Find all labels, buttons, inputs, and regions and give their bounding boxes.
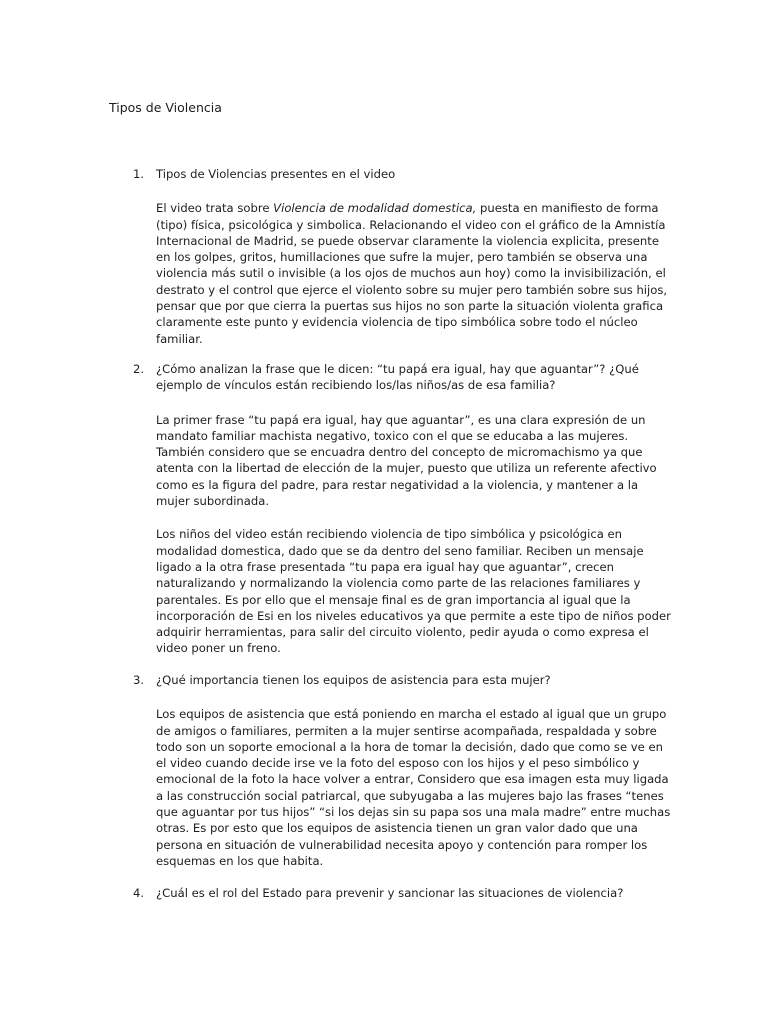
answer-paragraph: La primer frase “tu papá era igual, hay que aguantar”, es una clara expresión de un mandato familiar machista negativo, toxico con el que se educaba a las mujeres. También considero que se encuadra dentro del concepto de micromachismo ya que atenta con la libertad de elección de la mujer, puesto que utiliza un referente afectivo como es la figura del padre, para restar negatividad a la violencia, y mantener a la mujer subordinada. bbox=[156, 412, 657, 509]
question-text: ¿Cuál es el rol del Estado para prevenir y sancionar las situaciones de violencia? bbox=[156, 886, 624, 900]
answer-text: puesta en manifiesto de forma (tipo) física, psicológica y simbolica. Relacionando el video con el gráfico de la Amnistía Internacional de Madrid, se puede observar claramente la violencia explicita, presente en los golpes, gritos, humillaciones que sufre la mujer, pero también se observa una violencia más sutil o invisible (a los ojos de muchos aun hoy) como la invisibilización, el destrato y el control que ejerce el violento sobre su mujer pero también sobre sus hijos, pensar que por que cierra la puertas sus hijos no son parte la situación violenta grafica claramente este punto y evidencia violencia de tipo simbólica sobre todo el núcleo familiar. bbox=[156, 201, 668, 346]
answer-emphasis: Violencia de modalidad domestica, bbox=[273, 201, 477, 216]
answer-text: El video trata sobre bbox=[156, 201, 274, 216]
section-4 bbox=[133, 885, 673, 901]
question-number: 4. bbox=[133, 886, 145, 900]
answer-paragraph bbox=[156, 200, 673, 347]
section-2 bbox=[133, 361, 673, 657]
question-number: 1. bbox=[133, 167, 145, 181]
question-number: 2. bbox=[133, 362, 145, 376]
question-text: Tipos de Violencias presentes en el video bbox=[156, 167, 396, 181]
answer-paragraph: Los niños del video están recibiendo violencia de tipo simbólica y psicológica en modalidad domestica, dado que se da dentro del seno familiar. Reciben un mensaje ligado a la otra frase presentada “tu papa era igual hay que aguantar”, crecen naturalizando y normalizando la violencia como parte de las relaciones familiares y parentales. Es por ello que el mensaje final es de gran importancia al igual que la incorporación de Esi en los niveles educativos ya que permite a este tipo de niños poder adquirir herramientas, para salir del circuito violento, pedir ayuda o como expresa el video poner un freno. bbox=[156, 527, 671, 656]
section-3 bbox=[133, 672, 673, 869]
question-number: 3. bbox=[133, 673, 145, 687]
section-1 bbox=[133, 166, 673, 347]
document-title: Tipos de Violencia bbox=[109, 100, 222, 115]
question-text: ¿Cómo analizan la frase que le dicen: “tu papá era igual, hay que aguantar”? ¿Qué ejemplo de vínculos están recibiendo los/las niños/as de esa familia? bbox=[156, 362, 639, 393]
question-text: ¿Qué importancia tienen los equipos de asistencia para esta mujer? bbox=[156, 673, 551, 687]
answer-paragraph: Los equipos de asistencia que está poniendo en marcha el estado al igual que un grupo de amigos o familiares, permiten a la mujer sentirse acompañada, respaldada y sobre todo son un soporte emocional a la hora de tomar la decisión, dado que como se ve en el video cuando decide irse ve la foto del esposo con los hijos y el peso simbólico y emocional de la foto la hace volver a entrar, Considero que esa imagen esta muy ligada a las construcción social patriarcal, que subyugaba a las mujeres bajo las frases “tenes que aguantar por tus hijos” “si los dejas sin su papa sos una mala madre” entre muchas otras. Es por esto que los equipos de asistencia tienen un gran valor dado que una persona en situación de vulnerabilidad necesita apoyo y contención para romper los esquemas en los que habita. bbox=[156, 707, 671, 868]
